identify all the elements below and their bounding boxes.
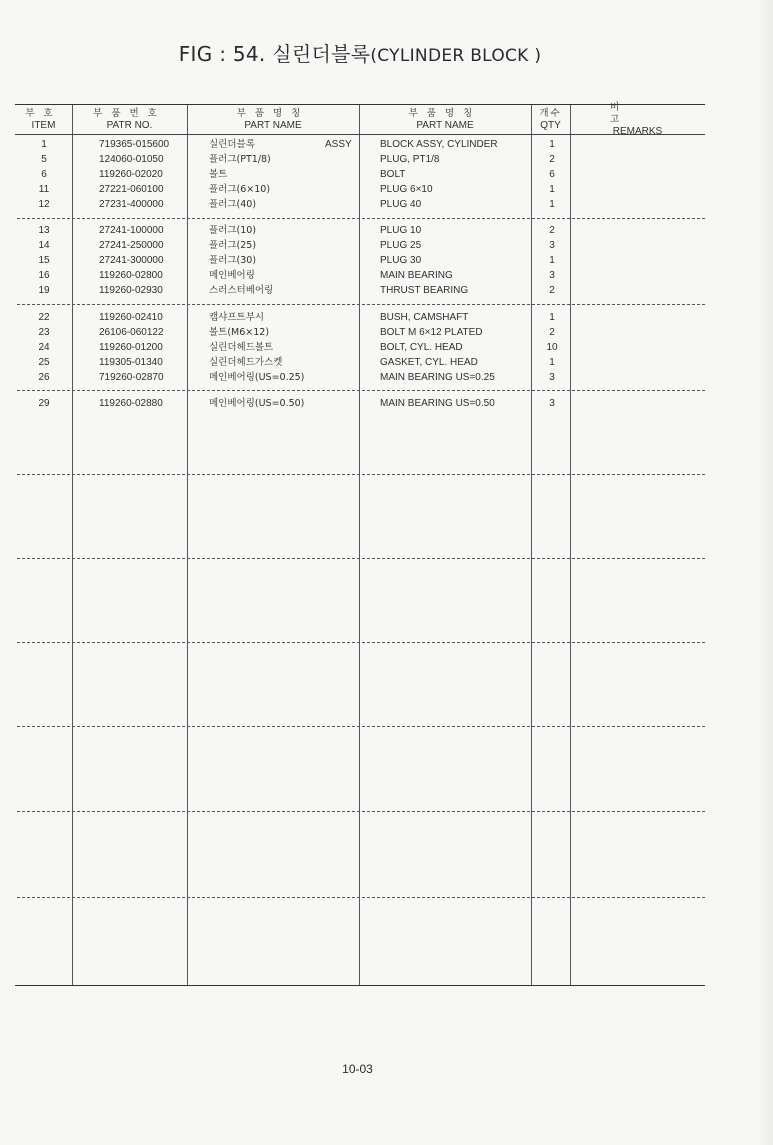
cell-name-ko: 메인베어링(US=0.50)	[209, 398, 305, 409]
cell-qty: 10	[546, 342, 558, 353]
cell-item: 13	[38, 225, 50, 236]
header-item-ko: 부호	[25, 107, 62, 119]
cell-item: 24	[38, 342, 50, 353]
table-row	[15, 253, 705, 268]
cell-name-ko: 실린더블록	[209, 139, 255, 150]
cell-qty: 1	[549, 357, 555, 368]
cell-item: 5	[41, 154, 47, 165]
cell-item: 1	[41, 139, 47, 150]
cell-name-ko: 플러그(40)	[209, 199, 257, 210]
cell-name-en: GASKET, CYL. HEAD	[380, 357, 478, 368]
cell-name-ko: 플러그(25)	[209, 240, 257, 251]
header-item	[15, 105, 72, 134]
header-qty-ko: 개수	[539, 107, 562, 119]
cell-name-en: PLUG 10	[380, 225, 422, 236]
cell-name-ko: 플러그(30)	[209, 255, 257, 266]
group-divider	[17, 897, 705, 898]
header-part-name-en-en: PART NAME	[416, 119, 474, 131]
group-divider	[17, 304, 705, 305]
cell-part-no: 26106-060122	[99, 327, 164, 338]
table-row	[15, 167, 705, 182]
cell-name-en: BOLT M 6×12 PLATED	[380, 327, 483, 338]
cell-item: 16	[38, 270, 50, 281]
cell-name-ko: 메인베어링	[209, 270, 255, 281]
header-remarks-en: REMARKS	[612, 125, 663, 137]
header-part-name-en-ko: 부품명칭	[408, 107, 482, 119]
table-row	[15, 396, 705, 411]
cell-item: 23	[38, 327, 50, 338]
cell-part-no: 27241-100000	[99, 225, 164, 236]
cell-part-no: 119260-02020	[99, 169, 163, 180]
cell-name-ko: 플러그(10)	[209, 225, 257, 236]
cell-qty: 3	[549, 372, 555, 383]
cell-name-en: PLUG 40	[380, 199, 422, 210]
cell-item: 25	[38, 357, 50, 368]
cell-name-ko: 실린더헤드가스켓	[209, 357, 283, 368]
page-number: 10-03	[342, 1062, 373, 1076]
table-row	[15, 137, 705, 152]
cell-name-en: BUSH, CAMSHAFT	[380, 312, 469, 323]
header-part-no-en: PATR NO.	[106, 119, 153, 131]
cell-name-ko: 메인베어링(US=0.25)	[209, 372, 305, 383]
cell-name-ko: 플러그(PT1/8)	[209, 154, 271, 165]
cell-name-en: PLUG 25	[380, 240, 422, 251]
group-divider	[17, 474, 705, 475]
table-row	[15, 152, 705, 167]
group-divider	[17, 726, 705, 727]
table-row	[15, 268, 705, 283]
header-part-name-en	[359, 105, 531, 134]
cell-name-ko: 실린더헤드볼트	[209, 342, 274, 353]
cell-item: 22	[38, 312, 50, 323]
header-remarks	[570, 101, 705, 137]
cell-item: 15	[38, 255, 50, 266]
cell-part-no: 119260-02930	[99, 285, 163, 296]
table-row	[15, 182, 705, 197]
cell-part-no: 27221-060100	[99, 184, 164, 195]
cell-part-no: 27231-400000	[99, 199, 164, 210]
cell-qty: 3	[549, 240, 555, 251]
header-item-en: ITEM	[31, 119, 56, 131]
cell-name-ko: 볼트(M6×12)	[209, 327, 270, 338]
header-part-name-ko-ko: 부품명칭	[236, 107, 310, 119]
table-row	[15, 197, 705, 212]
cell-qty: 2	[549, 285, 555, 296]
cell-part-no: 119260-02410	[99, 312, 163, 323]
cell-item: 26	[38, 372, 50, 383]
table-row	[15, 223, 705, 238]
header-qty	[531, 105, 570, 134]
cell-item: 29	[38, 398, 50, 409]
header-qty-en: QTY	[540, 119, 561, 131]
header-part-name-ko-en: PART NAME	[244, 119, 302, 131]
table-row	[15, 283, 705, 298]
cell-part-no: 719260-02870	[99, 372, 164, 383]
header-rule	[15, 134, 705, 135]
cell-assy: ASSY	[325, 139, 352, 150]
group-divider	[17, 218, 705, 219]
cell-item: 19	[38, 285, 50, 296]
cell-qty: 2	[549, 327, 555, 338]
cell-name-ko: 캠샤프트부시	[209, 312, 265, 323]
cell-part-no: 119260-01200	[99, 342, 163, 353]
cell-name-en: MAIN BEARING	[380, 270, 453, 281]
cell-qty: 2	[549, 154, 555, 165]
cell-name-ko: 볼트	[209, 169, 228, 180]
cell-name-en: BOLT, CYL. HEAD	[380, 342, 463, 353]
cell-item: 11	[38, 184, 50, 195]
cell-qty: 3	[549, 398, 555, 409]
header-part-no-ko: 부품번호	[93, 107, 166, 119]
parts-table	[15, 101, 705, 986]
cell-name-ko: 플러그(6×10)	[209, 184, 271, 195]
title-ko: FIG : 54. 실린더블록	[178, 42, 371, 66]
cell-name-ko: 스러스터베어링	[209, 285, 274, 296]
cell-qty: 3	[549, 270, 555, 281]
cell-item: 6	[41, 169, 47, 180]
title-en: (CYLINDER BLOCK )	[370, 46, 542, 66]
cell-part-no: 124060-01050	[99, 154, 164, 165]
cell-name-en: BLOCK ASSY, CYLINDER	[380, 139, 498, 150]
table-row	[15, 325, 705, 340]
cell-part-no: 119260-02880	[99, 398, 163, 409]
cell-part-no: 27241-250000	[99, 240, 164, 251]
header-part-name-ko	[187, 105, 359, 134]
cell-part-no: 119305-01340	[99, 357, 163, 368]
group-divider	[17, 390, 705, 391]
table-row	[15, 355, 705, 370]
group-divider	[17, 642, 705, 643]
page-edge-shadow	[757, 0, 773, 1145]
cell-qty: 1	[549, 184, 555, 195]
cell-item: 14	[38, 240, 50, 251]
cell-name-en: MAIN BEARING US=0.50	[380, 398, 495, 409]
cell-item: 12	[38, 199, 50, 210]
cell-name-en: PLUG, PT1/8	[380, 154, 440, 165]
cell-qty: 1	[549, 312, 555, 323]
page-title	[0, 38, 720, 67]
cell-qty: 2	[549, 225, 555, 236]
table-row	[15, 370, 705, 385]
group-divider	[17, 558, 705, 559]
table-row	[15, 340, 705, 355]
cell-part-no: 119260-02800	[99, 270, 163, 281]
cell-part-no: 27241-300000	[99, 255, 164, 266]
cell-name-en: BOLT	[380, 169, 406, 180]
cell-name-en: MAIN BEARING US=0.25	[380, 372, 495, 383]
cell-name-en: PLUG 6×10	[380, 184, 433, 195]
cell-part-no: 719365-015600	[99, 139, 170, 150]
cell-qty: 6	[549, 169, 555, 180]
group-divider	[17, 811, 705, 812]
header-remarks-ko: 비고	[610, 101, 660, 125]
cell-qty: 1	[549, 139, 555, 150]
cell-name-en: PLUG 30	[380, 255, 422, 266]
table-row	[15, 310, 705, 325]
header-part-no	[72, 105, 187, 134]
cell-qty: 1	[549, 199, 555, 210]
table-row	[15, 238, 705, 253]
cell-name-en: THRUST BEARING	[380, 285, 469, 296]
cell-qty: 1	[549, 255, 555, 266]
